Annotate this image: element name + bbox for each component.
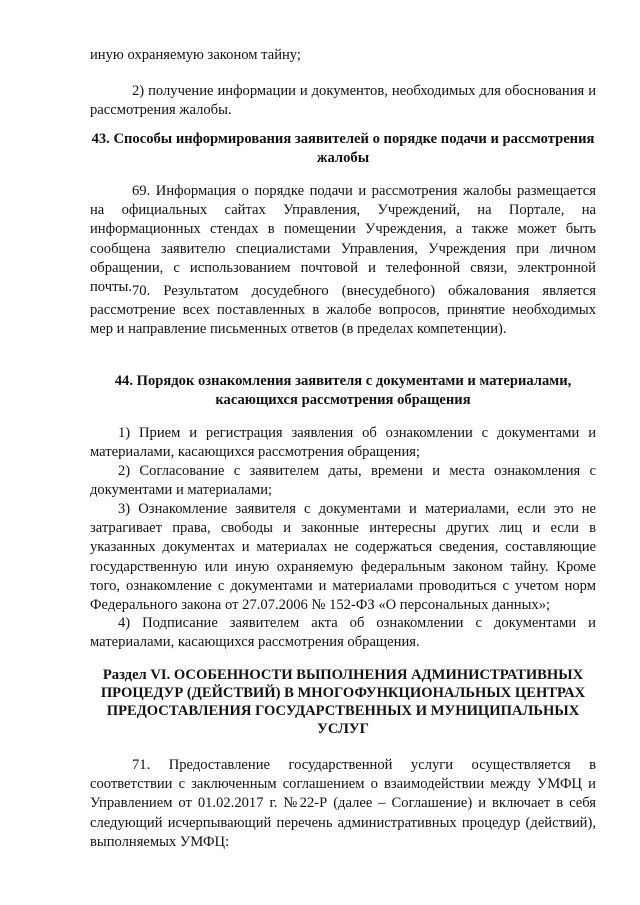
paragraph-71: 71. Предоставление государственной услуги осуществляется в соответствии с заключенным соглашением о взаимодействии между УМФЦ и Управлением от 01.02.2017 г. №22-Р (далее – Соглашение) и включает в себя следующий исчерпывающий перечень административных процедур (действий), выполняемых УМФЦ: [90,757,596,850]
paragraph-44-item-3: 3) Ознакомление заявителя с документами и материалами, если это не затрагивает права, свободы и законные интересны других лиц и если в указанных документах и материалах не содержаться сведения, составляющие государственную или иную охраняемую федеральным законом тайну. Кроме того, ознакомление с документами и материалами проводиться с учетом норм Федерального закона от 27.07.2006 № 152-ФЗ «О персональных данных»; [90,501,596,614]
paragraph-70: 70. Результатом досудебного (внесудебного) обжалования является рассмотрение всех поставленных в жалобе вопросов, принятие необходимых мер и направление письменных ответов (в пределах компетенции). [90,283,596,338]
paragraph-69: 69. Информация о порядке подачи и рассмотрения жалобы размещается на официальных сайтах Управления, Учреждений, на Портале, на информационных стендах в помещении Учреждения, а также может быть сообщена заявителю специалистами Управления, Учреждения при личном обращении, с использованием почтовой и телефонной связи, электронной почты. [90,183,596,296]
paragraph-44-item-2: 2) Согласование с заявителем даты, времени и места ознакомления с документами и материалами; [90,463,596,499]
heading-section-43: 43. Способы информирования заявителей о порядке подачи и рассмотрения жалобы [91,131,595,167]
heading-section-vi: Раздел VI. ОСОБЕННОСТИ ВЫПОЛНЕНИЯ АДМИНИСТРАТИВНЫХ ПРОЦЕДУР (ДЕЙСТВИЙ) В МНОГОФУНКЦИОНАЛЬНЫХ ЦЕНТРАХ ПРЕДОСТАВЛЕНИЯ ГОСУДАРСТВЕННЫХ И МУНИЦИПАЛЬНЫХ УСЛУГ [100,667,586,737]
heading-section-44: 44. Порядок ознакомления заявителя с документами и материалами, касающихся рассмотрения обращения [114,373,572,409]
paragraph-item-2: 2) получение информации и документов, необходимых для обоснования и рассмотрения жалобы. [90,83,596,119]
paragraph-44-item-4: 4) Подписание заявителем акта об ознакомлении с документами и материалами, касающихся рассмотрения обращения. [90,615,596,651]
paragraph-continuation: иную охраняемую законом тайну; [90,47,301,63]
paragraph-44-item-1: 1) Прием и регистрация заявления об ознакомлении с документами и материалами, касающихся рассмотрения обращения; [90,425,596,461]
